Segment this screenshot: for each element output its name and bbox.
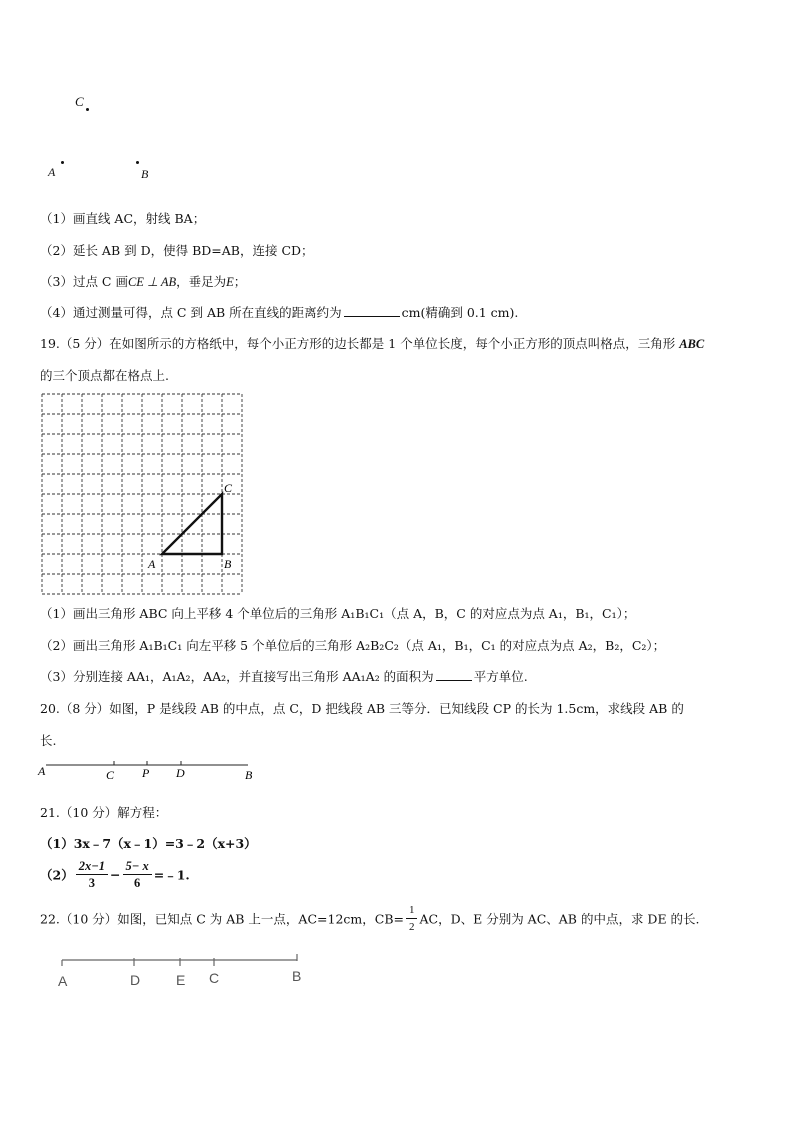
q18-item-3-e: E <box>226 275 234 289</box>
q18-item-3-mid: ，垂足为 <box>176 274 227 289</box>
point-c-label: C <box>75 94 84 109</box>
q22-fraction <box>406 902 418 935</box>
q21-eq2-suffix: =﹣1. <box>153 867 190 883</box>
q22-label-c: C <box>209 970 220 986</box>
q18-item-3 <box>40 272 246 290</box>
q22-fraction-denominator: 2 <box>408 921 415 933</box>
fraction-2 <box>123 858 152 891</box>
q20-label-d: D <box>176 766 185 780</box>
grid-label-c: C <box>224 481 233 495</box>
triangle-abc <box>162 494 222 554</box>
q18-item-3-post: ； <box>233 274 247 289</box>
q19-heading <box>40 334 704 352</box>
q22-text-post: AC，D、E 分别为 AC、AB 的中点，求 DE 的长. <box>419 911 700 927</box>
fraction-1-denominator: 3 <box>88 876 95 890</box>
q20-label-a: A <box>38 764 46 778</box>
grid-label-a: A <box>148 557 156 571</box>
q20-segment-figure <box>34 758 264 784</box>
q21-equation-2 <box>40 858 190 891</box>
q22-fraction-numerator: 1 <box>406 902 418 919</box>
fraction-2-numerator: 5− x <box>123 858 152 875</box>
q19-heading-2: 的三个顶点都在格点上. <box>40 368 169 383</box>
q19-grid-figure <box>30 385 260 600</box>
answer-blank[interactable] <box>344 304 400 317</box>
point-a-label: A <box>48 165 56 179</box>
q22-segment-figure <box>50 950 320 994</box>
point-b-label: B <box>141 167 149 181</box>
q20-text-1: 20.（8 分）如图，P 是线段 AB 的中点，点 C，D 把线段 AB 三等分．已知线段 CP 的长为 1.5cm，求线段 AB 的 <box>40 701 684 716</box>
point-c-dot <box>86 108 89 111</box>
fraction-1 <box>76 858 108 891</box>
q22-text <box>40 902 700 935</box>
fraction-1-numerator: 2x−1 <box>76 858 108 875</box>
q22-label-d: D <box>130 972 141 988</box>
q20-text-2: 长. <box>40 733 57 748</box>
grid-label-b: B <box>224 557 232 571</box>
answer-blank[interactable] <box>436 668 472 681</box>
q21-equation-1: （1）3x﹣7（x﹣1）=3﹣2（x+3） <box>40 836 257 851</box>
q19-item-1: （1）画出三角形 ABC 向上平移 4 个单位后的三角形 A₁B₁C₁（点 A，B，C 的对应点为点 A₁，B₁，C₁）； <box>40 606 636 621</box>
q18-item-4 <box>40 303 518 321</box>
q20-label-c: C <box>106 768 115 782</box>
q21-eq2-prefix: （2） <box>40 867 74 883</box>
q18-item-3-pre: （3）过点 C 画 <box>40 274 128 289</box>
point-a-dot <box>61 161 64 164</box>
q21-minus: − <box>110 867 121 882</box>
q18-item-1: （1）画直线 AC，射线 BA； <box>40 211 206 226</box>
q18-item-2: （2）延长 AB 到 D，使得 BD=AB，连接 CD； <box>40 243 314 258</box>
q19-heading-text: 19.（5 分）在如图所示的方格纸中，每个小正方形的边长都是 1 个单位长度，每个小正方形的顶点叫格点，三角形 <box>40 336 680 351</box>
q22-label-e: E <box>176 972 186 988</box>
point-b-dot <box>136 161 139 164</box>
fraction-2-denominator: 6 <box>133 876 141 890</box>
q20-label-p: P <box>142 766 150 780</box>
q19-item-3-pre: （3）分别连接 AA₁，A₁A₂，AA₂，并直接写出三角形 AA₁A₂ 的面积为 <box>40 669 434 684</box>
q21-heading: 21.（10 分）解方程： <box>40 805 168 820</box>
q19-item-3 <box>40 667 528 685</box>
q19-item-3-post: 平方单位. <box>473 669 528 684</box>
q18-item-3-math: CE ⊥ AB <box>127 275 177 289</box>
q22-label-a: A <box>58 973 68 989</box>
q22-text-pre: 22.（10 分）如图，已知点 C 为 AB 上一点，AC=12cm，CB= <box>40 911 404 927</box>
q20-label-b: B <box>245 768 253 782</box>
q18-item-4-post: cm(精确到 0.1 cm). <box>401 305 519 320</box>
grid-lines <box>42 394 242 594</box>
q19-item-2: （2）画出三角形 A₁B₁C₁ 向左平移 5 个单位后的三角形 A₂B₂C₂（点 A₁，B₁，C₁ 的对应点为点 A₂，B₂，C₂）； <box>40 638 666 653</box>
q19-heading-abc: ABC <box>679 337 705 351</box>
q22-label-b: B <box>292 968 302 984</box>
q18-item-4-pre: （4）通过测量可得，点 C 到 AB 所在直线的距离约为 <box>40 305 342 320</box>
